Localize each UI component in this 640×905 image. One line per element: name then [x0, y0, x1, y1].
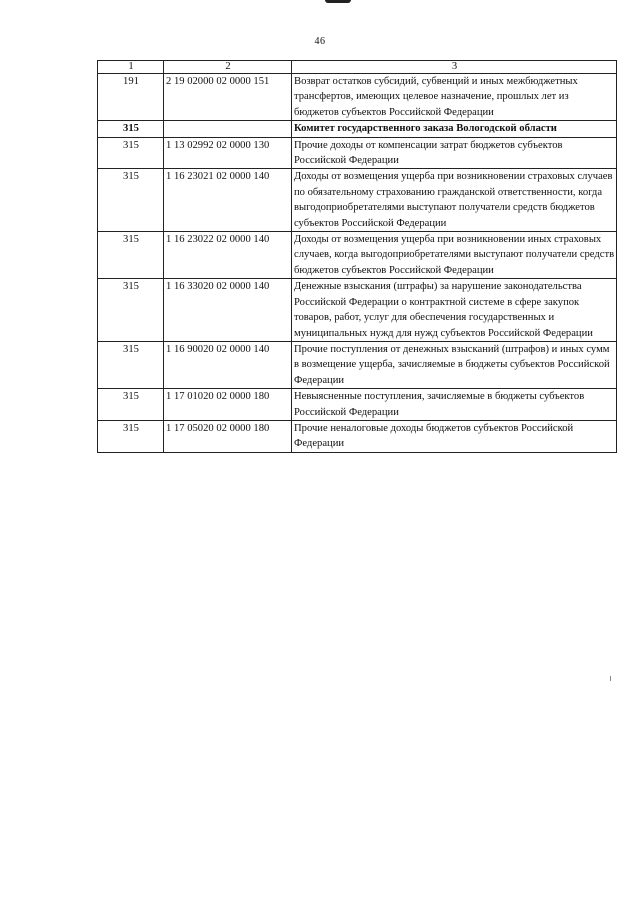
revenue-codes-table [97, 60, 617, 453]
table-row [98, 341, 617, 388]
column-header-1: 1 [98, 61, 164, 74]
table-row [98, 137, 617, 169]
admin-code-cell: 315 [98, 279, 164, 342]
admin-code-cell: 315 [98, 232, 164, 279]
revenue-name-cell: Невыясненные поступления, зачисляемые в бюджеты субъектов Российской Федерации [292, 389, 617, 421]
revenue-name-cell: Денежные взыскания (штрафы) за нарушение законодательства Российской Федерации о контрактной системе в сфере закупок товаров, работ, услуг для обеспечения государственных и муниципальных нужд для нужд субъектов Российской Федерации [292, 279, 617, 342]
table-row [98, 389, 617, 421]
admin-code-cell: 315 [98, 121, 164, 137]
kbk-code-cell: 1 16 90020 02 0000 140 [164, 341, 292, 388]
kbk-code-cell: 1 16 23021 02 0000 140 [164, 169, 292, 232]
table-row [98, 232, 617, 279]
revenue-name-cell: Доходы от возмещения ущерба при возникновении иных страховых случаев, когда выгодоприобретателями выступают получатели средств бюджетов субъектов Российской Федерации [292, 232, 617, 279]
admin-code-cell: 191 [98, 74, 164, 121]
table-row [98, 74, 617, 121]
kbk-code-cell: 1 17 01020 02 0000 180 [164, 389, 292, 421]
kbk-code-cell: 1 16 33020 02 0000 140 [164, 279, 292, 342]
table-row [98, 169, 617, 232]
admin-code-cell: 315 [98, 420, 164, 452]
scan-artifact-mark [325, 0, 351, 3]
table-row [98, 279, 617, 342]
revenue-name-cell: Прочие доходы от компенсации затрат бюджетов субъектов Российской Федерации [292, 137, 617, 169]
kbk-code-cell: 2 19 02000 02 0000 151 [164, 74, 292, 121]
kbk-code-cell: 1 13 02992 02 0000 130 [164, 137, 292, 169]
revenue-name-cell: Прочие неналоговые доходы бюджетов субъектов Российской Федерации [292, 420, 617, 452]
scan-dot [610, 676, 611, 681]
revenue-name-cell: Комитет государственного заказа Вологодской области [292, 121, 617, 137]
admin-code-cell: 315 [98, 341, 164, 388]
table-body [98, 74, 617, 453]
kbk-code-cell [164, 121, 292, 137]
admin-code-cell: 315 [98, 137, 164, 169]
revenue-name-cell: Доходы от возмещения ущерба при возникновении страховых случаев по обязательному страхованию гражданской ответственности, когда выгодоприобретателями выступают получатели средств бюджетов субъектов Российской Федерации [292, 169, 617, 232]
kbk-code-cell: 1 17 05020 02 0000 180 [164, 420, 292, 452]
table-row [98, 420, 617, 452]
admin-code-cell: 315 [98, 389, 164, 421]
table-header-row [98, 61, 617, 74]
revenue-name-cell: Прочие поступления от денежных взысканий (штрафов) и иных сумм в возмещение ущерба, зачисляемые в бюджеты субъектов Российской Федерации [292, 341, 617, 388]
kbk-code-cell: 1 16 23022 02 0000 140 [164, 232, 292, 279]
column-header-3: 3 [292, 61, 617, 74]
admin-code-cell: 315 [98, 169, 164, 232]
table-row [98, 121, 617, 137]
revenue-name-cell: Возврат остатков субсидий, субвенций и иных межбюджетных трансфертов, имеющих целевое назначение, прошлых лет из бюджетов субъектов Российской Федерации [292, 74, 617, 121]
page-number: 46 [314, 36, 326, 47]
column-header-2: 2 [164, 61, 292, 74]
